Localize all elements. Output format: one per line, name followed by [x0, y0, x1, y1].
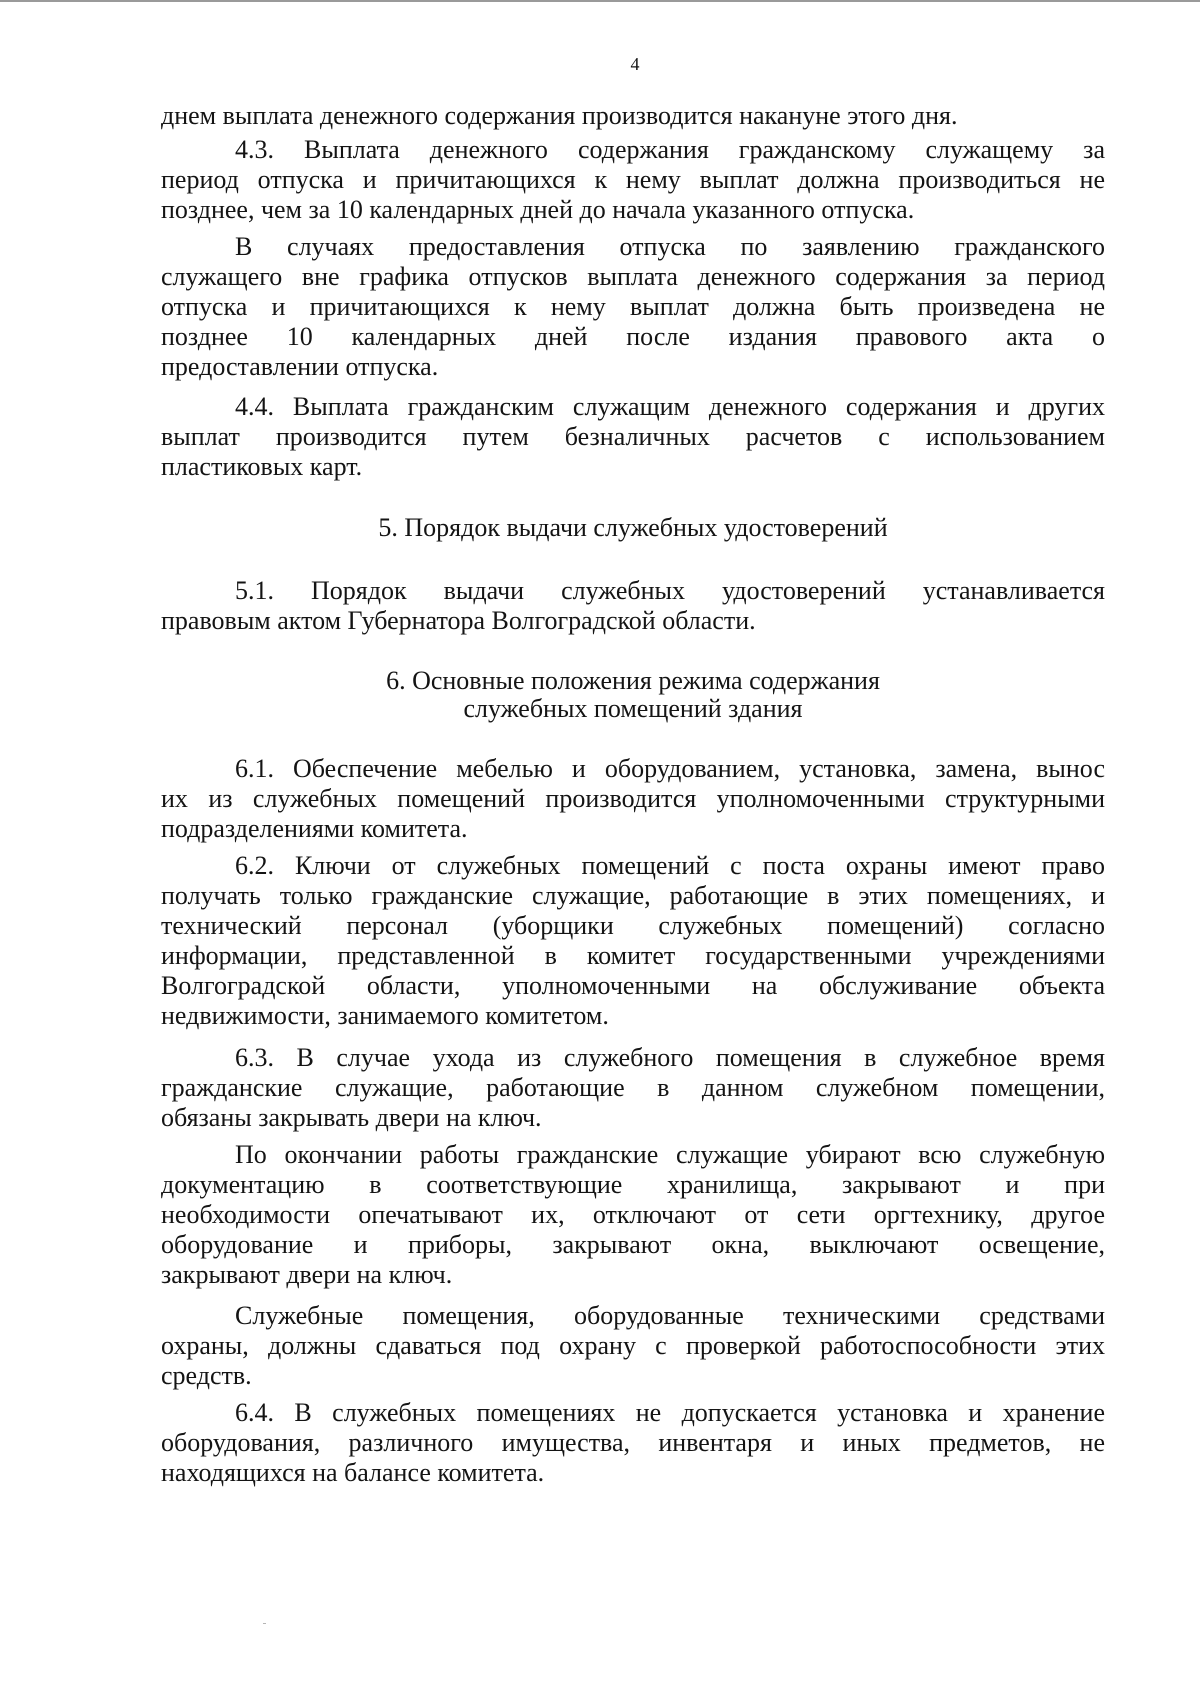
- paragraph-line: обязаны закрывать двери на ключ.: [161, 1103, 542, 1132]
- scan-speck: [263, 1623, 266, 1624]
- paragraph-6-1: [161, 754, 1105, 844]
- paragraph-line: днем выплата денежного содержания производится накануне этого дня.: [161, 101, 958, 130]
- paragraph-line: 4.3. Выплата денежного содержания гражданскому служащему за: [235, 135, 1105, 164]
- paragraph-continuation: [161, 101, 1105, 131]
- paragraph-line: оборудование и приборы, закрывают окна, выключают освещение,: [161, 1230, 1105, 1259]
- paragraph-line: В случаях предоставления отпуска по заявлению гражданского: [235, 232, 1105, 261]
- heading-line: 6. Основные положения режима содержания: [386, 666, 880, 695]
- paragraph-line: информации, представленной в комитет государственными учреждениями: [161, 941, 1105, 970]
- paragraph-line: гражданские служащие, работающие в данном служебном помещении,: [161, 1073, 1105, 1102]
- section-5-heading: [161, 514, 1105, 542]
- paragraph-line: необходимости опечатывают их, отключают от сети оргтехнику, другое: [161, 1200, 1105, 1229]
- paragraph-line: пластиковых карт.: [161, 452, 363, 481]
- scan-top-edge: [0, 0, 1200, 2]
- paragraph-line: служащего вне графика отпусков выплата денежного содержания за период: [161, 262, 1105, 291]
- paragraph-line: средств.: [161, 1361, 252, 1390]
- paragraph-line: находящихся на балансе комитета.: [161, 1458, 545, 1487]
- paragraph-line: 4.4. Выплата гражданским служащим денежного содержания и других: [235, 392, 1105, 421]
- paragraph-line: 6.1. Обеспечение мебелью и оборудованием, установка, замена, вынос: [235, 754, 1105, 783]
- paragraph-line: закрывают двери на ключ.: [161, 1260, 453, 1289]
- paragraph-6-4: [161, 1398, 1105, 1488]
- paragraph-line: недвижимости, занимаемого комитетом.: [161, 1001, 609, 1030]
- section-6-heading: [161, 667, 1105, 723]
- paragraph-line: По окончании работы гражданские служащие убирают всю служебную: [235, 1140, 1105, 1169]
- paragraph-line: период отпуска и причитающихся к нему выплат должна производиться не: [161, 165, 1105, 194]
- paragraph-line: оборудования, различного имущества, инвентаря и иных предметов, не: [161, 1428, 1105, 1457]
- paragraph-line: Волгоградской области, уполномоченными на обслуживание объекта: [161, 971, 1105, 1000]
- paragraph-security-equipment: [161, 1301, 1105, 1391]
- paragraph-line: предоставлении отпуска.: [161, 352, 439, 381]
- paragraph-line: 5.1. Порядок выдачи служебных удостоверений устанавливается: [235, 576, 1105, 605]
- paragraph-line: 6.2. Ключи от служебных помещений с поста охраны имеют право: [235, 851, 1105, 880]
- paragraph-vacation-outside-schedule: [161, 232, 1105, 382]
- paragraph-line: 6.3. В случае ухода из служебного помещения в служебное время: [235, 1043, 1105, 1072]
- paragraph-line: 6.4. В служебных помещениях не допускается установка и хранение: [235, 1398, 1105, 1427]
- paragraph-line: выплат производится путем безналичных расчетов с использованием: [161, 422, 1105, 451]
- paragraph-line: их из служебных помещений производится уполномоченными структурными: [161, 784, 1105, 813]
- paragraph-line: технический персонал (уборщики служебных помещений) согласно: [161, 911, 1105, 940]
- paragraph-4-3: [161, 135, 1105, 225]
- paragraph-line: охраны, должны сдаваться под охрану с проверкой работоспособности этих: [161, 1331, 1105, 1360]
- paragraph-line: отпуска и причитающихся к нему выплат должна быть произведена не: [161, 292, 1105, 321]
- page-number: 4: [630, 54, 640, 74]
- paragraph-line: получать только гражданские служащие, работающие в этих помещениях, и: [161, 881, 1105, 910]
- paragraph-line: документацию в соответствующие хранилища, закрывают и при: [161, 1170, 1105, 1199]
- paragraph-6-3: [161, 1043, 1105, 1133]
- paragraph-6-2: [161, 851, 1105, 1031]
- paragraph-4-4: [161, 392, 1105, 482]
- paragraph-line: позднее, чем за 10 календарных дней до начала указанного отпуска.: [161, 195, 915, 224]
- paragraph-5-1: [161, 576, 1105, 636]
- paragraph-line: подразделениями комитета.: [161, 814, 468, 843]
- heading-line: служебных помещений здания: [463, 694, 803, 723]
- heading-line: 5. Порядок выдачи служебных удостоверений: [378, 513, 888, 542]
- paragraph-end-of-work: [161, 1140, 1105, 1290]
- paragraph-line: Служебные помещения, оборудованные техническими средствами: [235, 1301, 1105, 1330]
- paragraph-line: правовым актом Губернатора Волгоградской области.: [161, 606, 756, 635]
- paragraph-line: позднее 10 календарных дней после издания правового акта о: [161, 322, 1105, 351]
